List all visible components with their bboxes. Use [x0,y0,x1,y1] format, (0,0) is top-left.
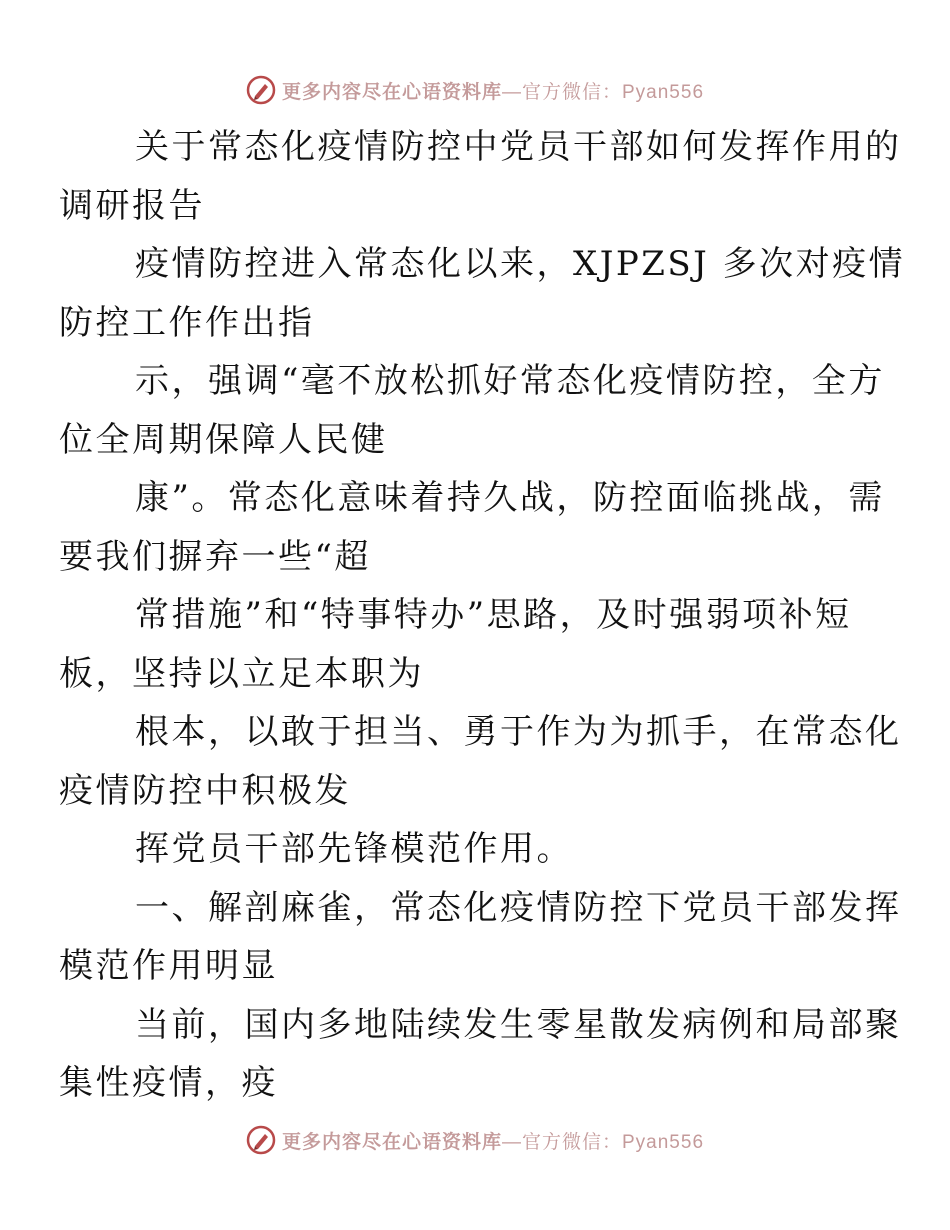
banner-lead-text: 更多内容尽在心语资料库 [281,80,502,103]
banner-tail-text: —官方微信：Pyan556 [502,81,705,103]
paragraph-line: 疫情防控进入常态化以来，XJPZSJ 多次对疫情 防控工作作出指 [59,244,906,343]
paragraph-line: 常措施”和“特事特办”思路，及时强弱项补短 板，坚持以立足本职为 [59,595,852,694]
paragraph-line: 关于常态化疫情防控中党员干部如何发挥作用的 调研报告 [59,127,902,226]
document-body [59,118,906,1113]
footer-watermark-banner [0,1120,950,1160]
banner-lead-text: 更多内容尽在心语资料库 [281,1130,502,1153]
paragraph-line: 根本，以敢于担当、勇于作为为抓手，在常态化 疫情防控中积极发 [59,712,902,811]
header-watermark-banner [0,70,950,110]
paragraph-line: 当前，国内多地陆续发生零星散发病例和局部聚 集性疫情，疫 [59,1004,902,1103]
pen-logo-icon [246,1125,276,1155]
paragraph-line: 康”。常态化意味着持久战，防控面临挑战，需 要我们摒弃一些“超 [59,478,885,577]
paragraph-line: 一、解剖麻雀，常态化疫情防控下党员干部发挥 模范作用明显 [59,887,902,986]
pen-logo-icon [246,75,276,105]
banner-tail-text: —官方微信：Pyan556 [502,1131,705,1153]
paragraph-line: 挥党员干部先锋模范作用。 [135,829,573,869]
paragraph-line: 示，强调“毫不放松抓好常态化疫情防控，全方 位全周期保障人民健 [59,361,885,460]
